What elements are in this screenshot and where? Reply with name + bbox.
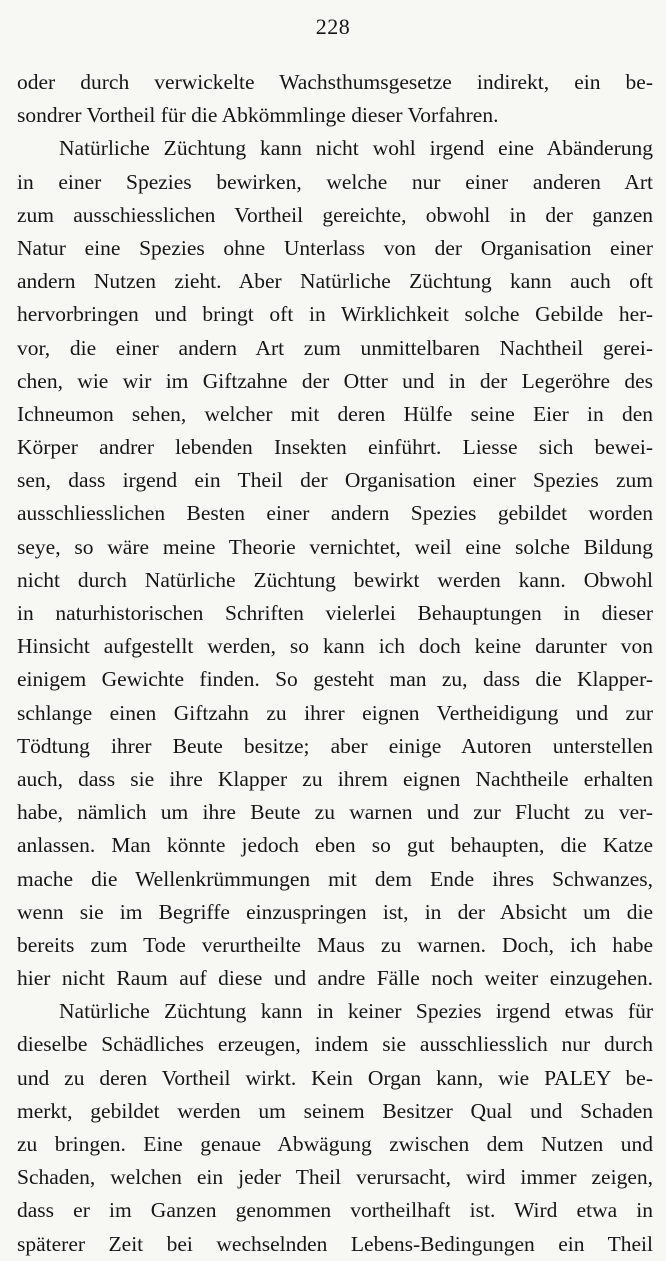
text-line: zu bringen. Eine genaue Abwägung zwischen dem Nutzen und xyxy=(17,1132,653,1156)
text-line: in naturhistorischen Schriften vielerlei Behauptungen in dieser xyxy=(17,601,653,625)
text-line: hervorbringen und bringt oft in Wirklichkeit solche Gebilde her- xyxy=(17,302,653,327)
text-line: vor, die einer andern Art zum unmittelbaren Nachtheil gerei- xyxy=(17,335,653,360)
text-line: auch, dass sie ihre Klapper zu ihrem eignen Nachtheile erhalten xyxy=(17,766,653,791)
text-line: anlassen. Man könnte jedoch eben so gut behaupten, die Katze xyxy=(17,833,653,858)
text-line: Natur eine Spezies ohne Unterlass von der Organisation einer xyxy=(17,235,653,260)
text-line: nicht durch Natürliche Züchtung bewirkt werden kann. Obwohl xyxy=(17,567,653,592)
text-line: bereits zum Tode verurtheilte Maus zu warnen. Doch, ich habe xyxy=(17,932,653,957)
text-line: dieselbe Schädliches erzeugen, indem sie ausschliesslich nur durch xyxy=(17,1032,653,1057)
text-line: chen, wie wir im Giftzahne der Otter und in der Legeröhre des xyxy=(17,368,653,393)
text-line: seye, so wäre meine Theorie vernichtet, weil eine solche Bildung xyxy=(17,534,653,559)
text-line: mache die Wellenkrümmungen mit dem Ende ihres Schwanzes, xyxy=(17,866,653,891)
text-line: zum ausschiesslichen Vortheil gereichte, obwohl in der ganzen xyxy=(17,202,653,227)
text-line: wenn sie im Begriffe einzuspringen ist, in der Absicht um die xyxy=(17,899,653,924)
text-line: Schaden, welchen ein jeder Theil verursacht, wird immer zeigen, xyxy=(17,1165,653,1190)
text-line: andern Nutzen zieht. Aber Natürliche Züchtung kann auch oft xyxy=(17,269,653,294)
text-line: sen, dass irgend ein Theil der Organisation einer Spezies zum xyxy=(17,468,653,493)
text-line: Ichneumon sehen, welcher mit deren Hülfe seine Eier in den xyxy=(17,401,653,426)
text-line: und zu deren Vortheil wirkt. Kein Organ kann, wie PALEY be- xyxy=(17,1065,653,1090)
page-number: 228 xyxy=(315,14,351,39)
text-line: Natürliche Züchtung kann in keiner Spezies irgend etwas für xyxy=(59,999,653,1024)
text-line: sondrer Vortheil für die Abkömmlinge dieser Vorfahren. xyxy=(17,103,499,128)
text-line: in einer Spezies bewirken, welche nur einer anderen Art xyxy=(17,169,653,194)
text-line: Tödtung ihrer Beute besitze; aber einige Autoren unterstellen xyxy=(17,733,653,758)
text-line: merkt, gebildet werden um seinem Besitzer Qual und Schaden xyxy=(17,1098,653,1123)
text-line: Hinsicht aufgestellt werden, so kann ich doch keine darunter von xyxy=(17,634,653,659)
text-line: späterer Zeit bei wechselnden Lebens-Bedingungen ein Theil xyxy=(17,1231,653,1256)
text-line: hier nicht Raum auf diese und andre Fälle noch weiter einzugehen. xyxy=(17,966,653,991)
text-line: dass er im Ganzen genommen vortheilhaft ist. Wird etwa in xyxy=(17,1198,653,1223)
text-line: habe, nämlich um ihre Beute zu warnen und zur Flucht zu ver- xyxy=(17,800,653,825)
text-line: einigem Gewichte finden. So gesteht man zu, dass die Klapper- xyxy=(17,667,653,692)
text-line: Natürliche Züchtung kann nicht wohl irgend eine Abänderung xyxy=(59,136,653,161)
text-line: ausschliesslichen Besten einer andern Spezies gebildet worden xyxy=(17,501,653,526)
text-line: oder durch verwickelte Wachsthumsgesetze indirekt, ein be- xyxy=(17,70,653,94)
body-text xyxy=(17,66,653,1261)
text-line: Körper andrer lebenden Insekten einführt. Liesse sich bewei- xyxy=(17,435,653,460)
text-line: schlange einen Giftzahn zu ihrer eignen Vertheidigung und zur xyxy=(17,700,653,725)
